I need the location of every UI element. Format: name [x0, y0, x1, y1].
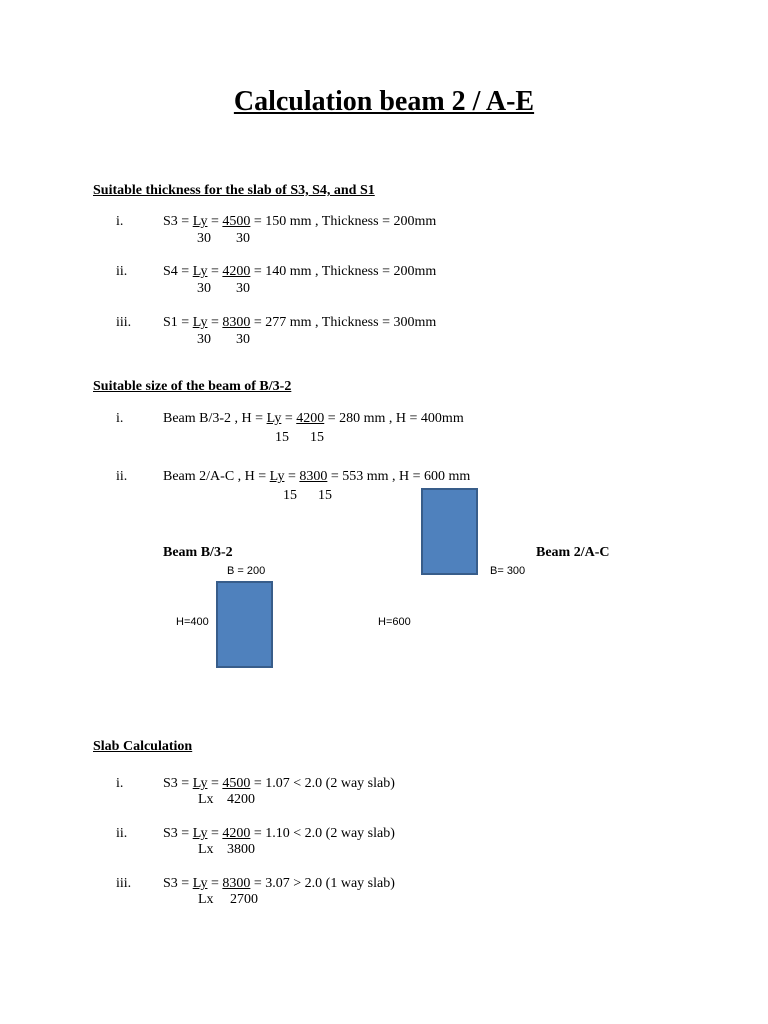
beam-left-width-label: B = 200: [227, 565, 266, 577]
denominator: 30: [236, 332, 250, 347]
section-heading-slab-thickness: Suitable thickness for the slab of S3, S4, and S1: [93, 183, 375, 198]
denominator: 15: [275, 430, 289, 445]
denominator: 30: [197, 281, 211, 296]
beam-right-title: Beam 2/A-C: [536, 545, 610, 560]
formula-line: S3 = Ly = 4500 = 1.07 < 2.0 (2 way slab): [163, 776, 395, 791]
denominator: 15: [310, 430, 324, 445]
denominator: Lx: [198, 892, 214, 907]
denominator: Lx: [198, 792, 214, 807]
beam-left-height-label: H=400: [176, 616, 209, 628]
list-number: iii.: [116, 315, 132, 330]
beam-right-width-label: B= 300: [490, 565, 526, 577]
formula-line: Beam B/3-2 , H = Ly = 4200 = 280 mm , H = 400mm: [163, 411, 464, 426]
denominator: 3800: [227, 842, 255, 857]
section-heading-slab-calculation: Slab Calculation: [93, 739, 193, 754]
formula-line: Beam 2/A-C , H = Ly = 8300 = 553 mm , H = 600 mm: [163, 469, 471, 484]
list-number: i.: [116, 776, 124, 791]
denominator: Lx: [198, 842, 214, 857]
list-number: ii.: [116, 264, 128, 279]
list-number: ii.: [116, 826, 128, 841]
formula-line: S4 = Ly = 4200 = 140 mm , Thickness = 200mm: [163, 264, 437, 279]
list-number: i.: [116, 214, 124, 229]
formula-line: S1 = Ly = 8300 = 277 mm , Thickness = 300mm: [163, 315, 437, 330]
list-number: iii.: [116, 876, 132, 891]
beam-left-title: Beam B/3-2: [163, 545, 233, 560]
denominator: 15: [283, 488, 297, 503]
beam-right-section: [421, 488, 478, 575]
list-number: i.: [116, 411, 124, 426]
formula-line: S3 = Ly = 4500 = 150 mm , Thickness = 200mm: [163, 214, 437, 229]
denominator: 30: [197, 231, 211, 246]
page-title: Calculation beam 2 / A-E: [233, 86, 535, 117]
section-heading-beam-size: Suitable size of the beam of B/3-2: [93, 379, 292, 394]
list-number: ii.: [116, 469, 128, 484]
beam-right-height-label: H=600: [378, 616, 411, 628]
formula-line: S3 = Ly = 4200 = 1.10 < 2.0 (2 way slab): [163, 826, 395, 841]
beam-left-section: [216, 581, 273, 668]
formula-line: S3 = Ly = 8300 = 3.07 > 2.0 (1 way slab): [163, 876, 395, 891]
denominator: 30: [236, 231, 250, 246]
denominator: 2700: [230, 892, 258, 907]
denominator: 30: [236, 281, 250, 296]
denominator: 15: [318, 488, 332, 503]
denominator: 4200: [227, 792, 255, 807]
denominator: 30: [197, 332, 211, 347]
